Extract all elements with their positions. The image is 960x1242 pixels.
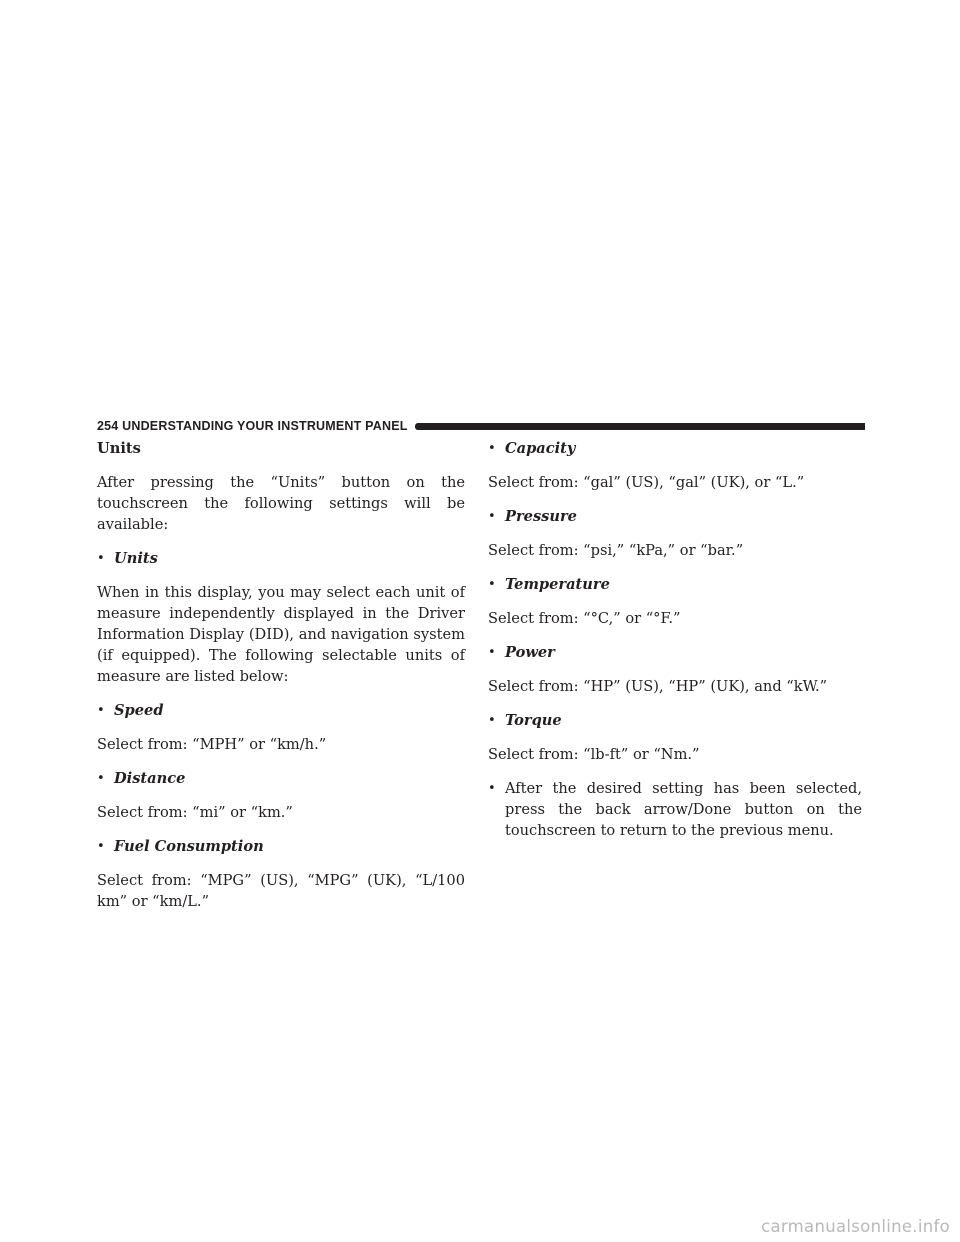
bullet-icon: • xyxy=(488,509,496,524)
bullet-torque: • Torque xyxy=(488,712,562,729)
page-number-title: 254 UNDERSTANDING YOUR INSTRUMENT PANEL xyxy=(97,419,408,433)
bullet-icon: • xyxy=(488,441,496,456)
header-rule xyxy=(415,423,865,430)
bullet-icon: • xyxy=(488,645,496,660)
bullet-pressure: • Pressure xyxy=(488,508,577,525)
power-options: Select from: “HP” (US), “HP” (UK), and “kW.” xyxy=(488,678,828,695)
bullet-temperature: • Temperature xyxy=(488,576,610,593)
watermark: carmanualsonline.info xyxy=(761,1217,950,1236)
bullet-icon: • xyxy=(97,839,105,854)
speed-options: Select from: “MPH” or “km/h.” xyxy=(97,736,327,753)
capacity-options: Select from: “gal” (US), “gal” (UK), or “L.” xyxy=(488,474,805,491)
section-heading: Units xyxy=(97,440,141,457)
fuel-options: Select from: “MPG” (US), “MPG” (UK), “L/100 km” or “km/L.” xyxy=(97,872,465,910)
torque-options: Select from: “lb-ft” or “Nm.” xyxy=(488,746,700,763)
bullet-distance: • Distance xyxy=(97,770,186,787)
bullet-icon: • xyxy=(97,771,105,786)
bullet-icon: • xyxy=(97,551,105,566)
bullet-icon: • xyxy=(488,713,496,728)
right-column xyxy=(488,438,862,854)
bullet-units: • Units xyxy=(97,550,158,567)
page-header xyxy=(97,418,865,438)
distance-options: Select from: “mi” or “km.” xyxy=(97,804,293,821)
bullet-speed: • Speed xyxy=(97,702,164,719)
bullet-final-instruction: • After the desired setting has been selected, press the back arrow/Done button on the touchscreen to return to the previous menu. xyxy=(488,780,862,839)
bullet-icon: • xyxy=(97,703,105,718)
temperature-options: Select from: “°C,” or “°F.” xyxy=(488,610,681,627)
bullet-icon: • xyxy=(488,781,496,796)
units-paragraph: When in this display, you may select each unit of measure independently displayed in the Driver Information Display (DID), and navigation system (if equipped). The following selectable units of measure are listed below: xyxy=(97,584,465,685)
intro-paragraph: After pressing the “Units” button on the touchscreen the following settings will be available: xyxy=(97,474,465,533)
left-column xyxy=(97,438,465,925)
bullet-fuel-consumption: • Fuel Consumption xyxy=(97,838,264,855)
pressure-options: Select from: “psi,” “kPa,” or “bar.” xyxy=(488,542,744,559)
bullet-capacity: • Capacity xyxy=(488,440,576,457)
bullet-icon: • xyxy=(488,577,496,592)
bullet-power: • Power xyxy=(488,644,555,661)
